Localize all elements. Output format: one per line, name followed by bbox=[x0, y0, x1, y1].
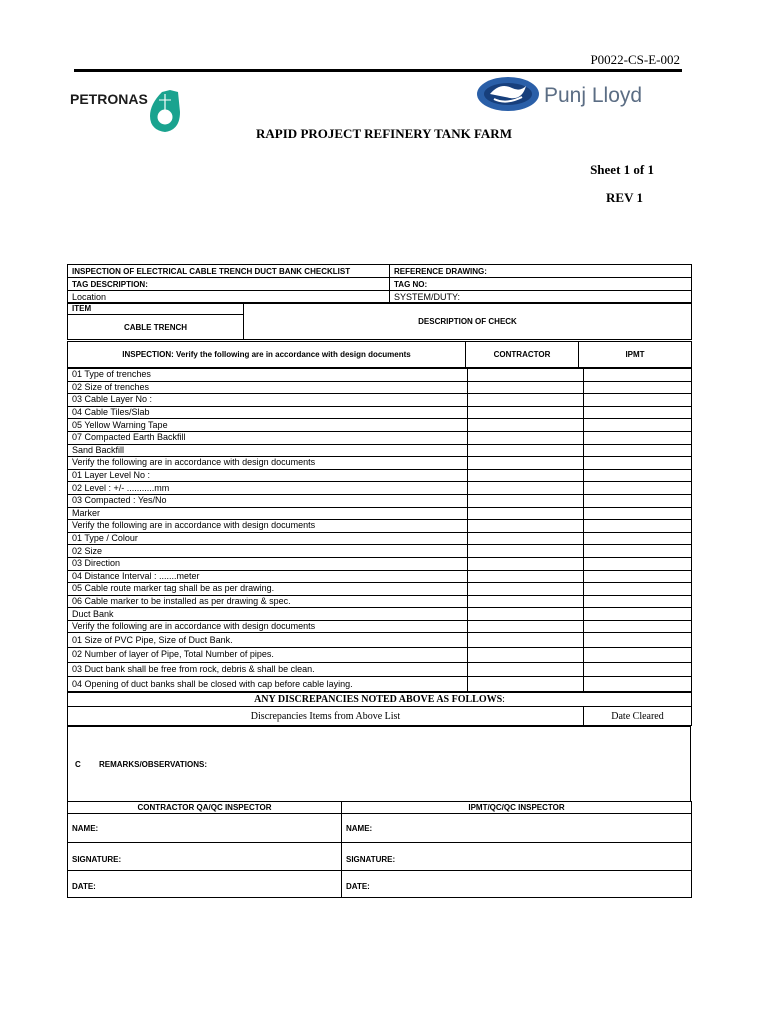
contractor-check-cell bbox=[468, 648, 584, 663]
ipmt-check-cell bbox=[584, 677, 692, 692]
checklist-row bbox=[68, 557, 692, 570]
checklist-item: 01 Size of PVC Pipe, Size of Duct Bank. bbox=[68, 633, 468, 648]
contractor-check-cell bbox=[468, 469, 584, 482]
checklist-item: 06 Cable marker to be installed as per drawing & spec. bbox=[68, 595, 468, 608]
contractor-check-cell bbox=[468, 494, 584, 507]
contractor-check-cell bbox=[468, 482, 584, 495]
tag-description-field: TAG DESCRIPTION: bbox=[68, 278, 390, 291]
ipmt-check-cell bbox=[584, 444, 692, 457]
cable-trench-label: CABLE TRENCH bbox=[68, 315, 244, 340]
remarks-label: REMARKS/OBSERVATIONS: bbox=[99, 759, 208, 769]
checklist-row bbox=[68, 662, 692, 677]
contractor-check-cell bbox=[468, 406, 584, 419]
contractor-date-field: DATE: bbox=[68, 871, 342, 898]
ipmt-check-cell bbox=[584, 633, 692, 648]
sheet-number: Sheet 1 of 1 bbox=[590, 162, 654, 177]
checklist-item: 04 Distance Interval : .......meter bbox=[68, 570, 468, 583]
contractor-check-cell bbox=[468, 570, 584, 583]
ipmt-check-cell bbox=[584, 570, 692, 583]
ipmt-check-cell bbox=[584, 532, 692, 545]
checklist-row bbox=[68, 648, 692, 663]
ipmt-check-cell bbox=[584, 557, 692, 570]
ipmt-check-cell bbox=[584, 431, 692, 444]
discrepancies-heading-row bbox=[68, 693, 692, 707]
ipmt-check-cell bbox=[584, 507, 692, 520]
contractor-check-cell bbox=[468, 677, 584, 692]
contractor-name-field: NAME: bbox=[68, 814, 342, 843]
contractor-inspector-heading: CONTRACTOR QA/QC INSPECTOR bbox=[68, 802, 342, 814]
contractor-check-cell bbox=[468, 419, 584, 432]
contractor-check-cell bbox=[468, 394, 584, 407]
checklist-row bbox=[68, 595, 692, 608]
checklist-row bbox=[68, 369, 692, 382]
contractor-column-header: CONTRACTOR bbox=[466, 342, 579, 368]
ipmt-check-cell bbox=[584, 469, 692, 482]
signoff-signature-row bbox=[68, 843, 692, 871]
checklist-row bbox=[68, 633, 692, 648]
checklist-row bbox=[68, 494, 692, 507]
discrepancies-heading bbox=[68, 693, 692, 707]
checklist-item: 03 Direction bbox=[68, 557, 468, 570]
ipmt-check-cell bbox=[584, 482, 692, 495]
checklist-header-table bbox=[67, 264, 692, 304]
contractor-check-cell bbox=[468, 633, 584, 648]
contractor-check-cell bbox=[468, 545, 584, 558]
contractor-check-cell bbox=[468, 507, 584, 520]
ipmt-check-cell bbox=[584, 608, 692, 621]
ipmt-signature-field: SIGNATURE: bbox=[342, 843, 692, 871]
description-of-check-label: DESCRIPTION OF CHECK bbox=[244, 303, 692, 340]
ipmt-check-cell bbox=[584, 595, 692, 608]
checklist-item: 03 Cable Layer No : bbox=[68, 394, 468, 407]
ipmt-check-cell bbox=[584, 620, 692, 633]
checklist-item: 02 Level : +/- ...........mm bbox=[68, 482, 468, 495]
contractor-check-cell bbox=[468, 381, 584, 394]
ipmt-check-cell bbox=[584, 369, 692, 382]
item-row bbox=[68, 303, 692, 315]
header-row bbox=[68, 265, 692, 278]
discrepancies-heading-text: ANY DISCREPANCIES NOTED ABOVE AS FOLLOWS bbox=[254, 694, 503, 705]
checklist-row bbox=[68, 457, 692, 470]
checklist-item: 01 Type / Colour bbox=[68, 532, 468, 545]
document-number: P0022-CS-E-002 bbox=[590, 52, 680, 67]
remarks-table bbox=[67, 726, 691, 802]
ipmt-check-cell bbox=[584, 381, 692, 394]
system-duty-field: SYSTEM/DUTY: bbox=[390, 291, 692, 304]
signoff-date-row bbox=[68, 871, 692, 898]
checklist-row bbox=[68, 532, 692, 545]
checklist-item: 05 Cable route marker tag shall be as per drawing. bbox=[68, 583, 468, 596]
inspection-instruction: INSPECTION: Verify the following are in accordance with design documents bbox=[68, 342, 466, 368]
checklist-row bbox=[68, 620, 692, 633]
checklist-body bbox=[68, 369, 692, 692]
contractor-check-cell bbox=[468, 662, 584, 677]
header-row bbox=[68, 278, 692, 291]
contractor-check-cell bbox=[468, 557, 584, 570]
checklist-item: Duct Bank bbox=[68, 608, 468, 621]
discrepancies-heading-suffix: : bbox=[502, 694, 505, 705]
location-field: Location bbox=[68, 291, 390, 304]
punj-lloyd-wordmark: Punj Lloyd bbox=[544, 84, 643, 107]
checklist-row bbox=[68, 677, 692, 692]
contractor-check-cell bbox=[468, 520, 584, 533]
checklist-item: 02 Size bbox=[68, 545, 468, 558]
contractor-check-cell bbox=[468, 608, 584, 621]
checklist-row bbox=[68, 469, 692, 482]
checklist-item: Sand Backfill bbox=[68, 444, 468, 457]
checklist-row bbox=[68, 406, 692, 419]
remarks-section-letter: C bbox=[75, 759, 81, 769]
checklist-item: 03 Duct bank shall be free from rock, debris & shall be clean. bbox=[68, 662, 468, 677]
contractor-check-cell bbox=[468, 369, 584, 382]
checklist-item: 01 Type of trenches bbox=[68, 369, 468, 382]
checklist-row bbox=[68, 507, 692, 520]
contractor-check-cell bbox=[468, 457, 584, 470]
checklist-item: 01 Layer Level No : bbox=[68, 469, 468, 482]
ipmt-date-field: DATE: bbox=[342, 871, 692, 898]
checklist-item: 02 Number of layer of Pipe, Total Number of pipes. bbox=[68, 648, 468, 663]
ipmt-check-cell bbox=[584, 394, 692, 407]
signoff-heading-row bbox=[68, 802, 692, 814]
checklist-row bbox=[68, 394, 692, 407]
checklist-item: 02 Size of trenches bbox=[68, 381, 468, 394]
checklist-row bbox=[68, 570, 692, 583]
checklist-row bbox=[68, 419, 692, 432]
checklist-title: INSPECTION OF ELECTRICAL CABLE TRENCH DUCT BANK CHECKLIST bbox=[68, 265, 390, 278]
checklist-row bbox=[68, 381, 692, 394]
checklist-item: 05 Yellow Warning Tape bbox=[68, 419, 468, 432]
ipmt-check-cell bbox=[584, 419, 692, 432]
reference-drawing-field: REFERENCE DRAWING: bbox=[390, 265, 692, 278]
checklist-row bbox=[68, 608, 692, 621]
revision-label: REV 1 bbox=[606, 190, 643, 205]
inspection-header-table bbox=[67, 341, 692, 368]
discrepancies-table bbox=[67, 692, 692, 726]
checklist-table bbox=[67, 368, 692, 692]
ipmt-name-field: NAME: bbox=[342, 814, 692, 843]
checklist-item: 03 Compacted : Yes/No bbox=[68, 494, 468, 507]
item-label: ITEM bbox=[68, 303, 244, 315]
signoff-table bbox=[67, 801, 692, 898]
ipmt-check-cell bbox=[584, 406, 692, 419]
remarks-box bbox=[68, 727, 691, 802]
petronas-wordmark: PETRONAS bbox=[70, 91, 148, 107]
ipmt-check-cell bbox=[584, 648, 692, 663]
checklist-row bbox=[68, 482, 692, 495]
tag-no-field: TAG NO: bbox=[390, 278, 692, 291]
checklist-item: Marker bbox=[68, 507, 468, 520]
contractor-check-cell bbox=[468, 595, 584, 608]
discrepancies-label-row bbox=[68, 707, 692, 726]
remarks-row bbox=[68, 727, 691, 802]
checklist-item: 07 Compacted Earth Backfill bbox=[68, 431, 468, 444]
checklist-row bbox=[68, 444, 692, 457]
signoff-name-row bbox=[68, 814, 692, 843]
discrepancies-items-label: Discrepancies Items from Above List bbox=[68, 707, 584, 726]
contractor-check-cell bbox=[468, 431, 584, 444]
inspection-header-row bbox=[68, 342, 692, 368]
ipmt-check-cell bbox=[584, 520, 692, 533]
ipmt-column-header: IPMT bbox=[579, 342, 692, 368]
checklist-row bbox=[68, 520, 692, 533]
ipmt-check-cell bbox=[584, 545, 692, 558]
checklist-row bbox=[68, 431, 692, 444]
contractor-check-cell bbox=[468, 532, 584, 545]
contractor-check-cell bbox=[468, 620, 584, 633]
page-title: RAPID PROJECT REFINERY TANK FARM bbox=[256, 126, 512, 141]
punj-lloyd-emblem-icon bbox=[477, 77, 539, 111]
punj-lloyd-logo bbox=[476, 72, 656, 116]
ipmt-inspector-heading: IPMT/QC/QC INSPECTOR bbox=[342, 802, 692, 814]
checklist-item: Verify the following are in accordance with design documents bbox=[68, 620, 468, 633]
ipmt-check-cell bbox=[584, 583, 692, 596]
ipmt-check-cell bbox=[584, 662, 692, 677]
date-cleared-label: Date Cleared bbox=[584, 707, 692, 726]
checklist-row bbox=[68, 545, 692, 558]
checklist-row bbox=[68, 583, 692, 596]
checklist-item: 04 Cable Tiles/Slab bbox=[68, 406, 468, 419]
item-table bbox=[67, 302, 692, 340]
contractor-signature-field: SIGNATURE: bbox=[68, 843, 342, 871]
checklist-item: 04 Opening of duct banks shall be closed with cap before cable laying. bbox=[68, 677, 468, 692]
checklist-item: Verify the following are in accordance with design documents bbox=[68, 457, 468, 470]
checklist-item: Verify the following are in accordance with design documents bbox=[68, 520, 468, 533]
ipmt-check-cell bbox=[584, 457, 692, 470]
ipmt-check-cell bbox=[584, 494, 692, 507]
contractor-check-cell bbox=[468, 444, 584, 457]
contractor-check-cell bbox=[468, 583, 584, 596]
